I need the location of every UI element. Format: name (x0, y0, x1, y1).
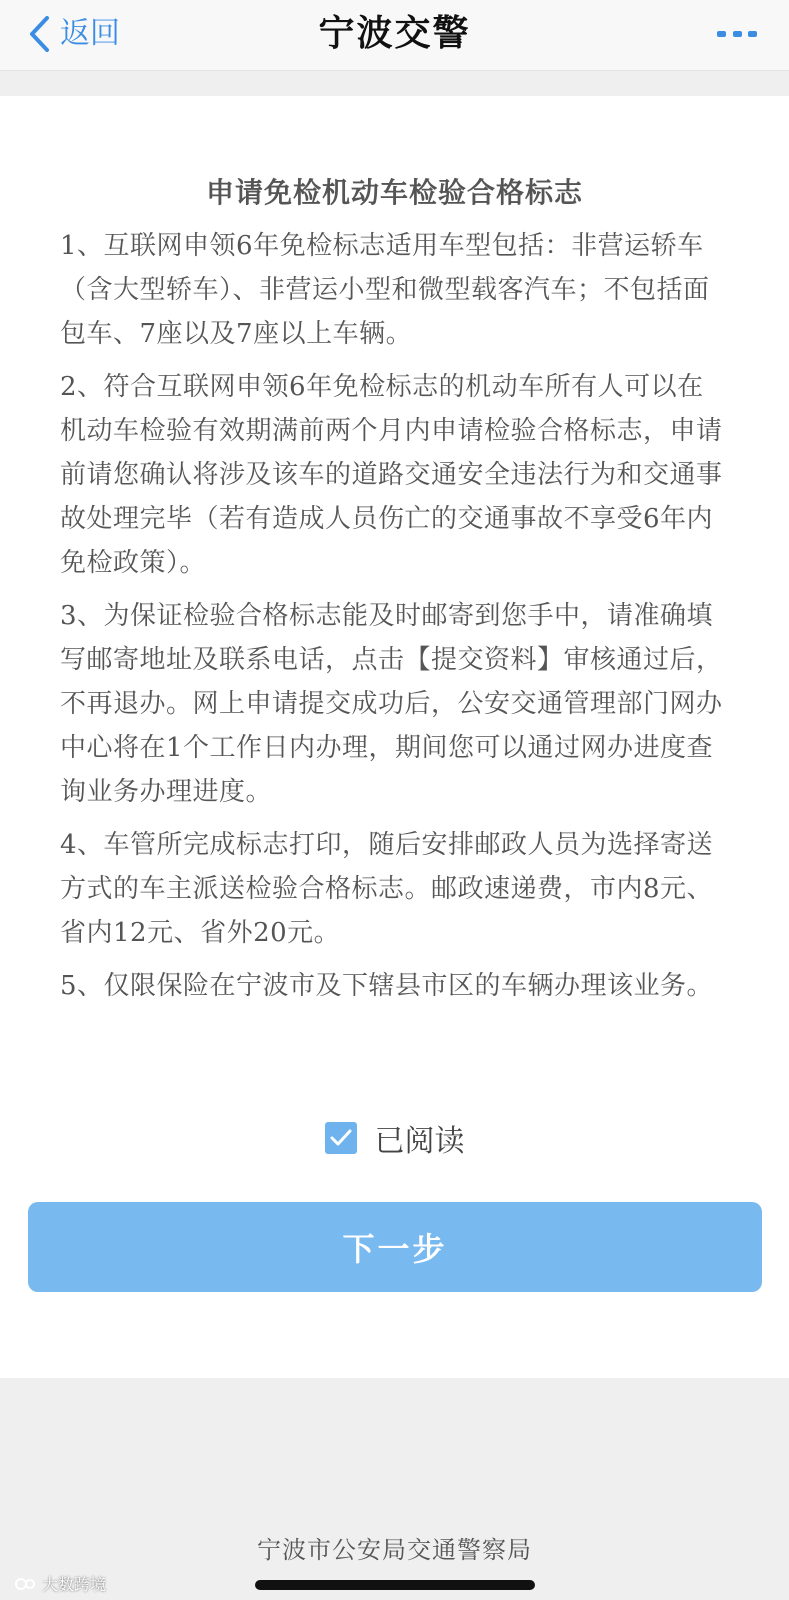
page-title: 宁波交警 (318, 13, 471, 54)
term-item: 1、互联网申领6年免检标志适用车型包括：非营运轿车（含大型轿车）、非营运小型和微型载客汽车；不包括面包车、7座以及7座以上车辆。 (60, 231, 710, 349)
home-indicator[interactable] (255, 1580, 535, 1590)
term-item: 2、符合互联网申领6年免检标志的机动车所有人可以在机动车检验有效期满前两个月内申请检验合格标志，申请前请您确认将涉及该车的道路交通安全违法行为和交通事故处理完毕（若有造成人员伤亡的交通事故不享受6年内免检政策）。 (60, 372, 723, 578)
term-item: 5、仅限保险在宁波市及下辖县市区的车辆办理该业务。 (60, 971, 714, 1001)
watermark (14, 1572, 106, 1595)
navigation-bar (0, 0, 789, 70)
back-label: 返回 (60, 16, 120, 51)
footer-organization: 宁波市公安局交通警察局 (257, 1536, 532, 1564)
content-card (0, 96, 789, 1378)
bottom-background (0, 1378, 789, 1600)
notice-heading: 申请免检机动车检验合格标志 (205, 176, 583, 209)
agree-label: 已阅读 (374, 1124, 465, 1159)
read-agreement-checkbox[interactable] (0, 1114, 789, 1162)
next-step-label: 下一步 (342, 1230, 448, 1268)
checkmark-icon[interactable] (325, 1122, 357, 1154)
nav-divider (0, 70, 789, 96)
watermark-logo-icon (14, 1576, 36, 1592)
watermark-text: 大数跨境 (42, 1575, 107, 1594)
next-step-button[interactable] (28, 1202, 762, 1292)
term-item: 3、为保证检验合格标志能及时邮寄到您手中，请准确填写邮寄地址及联系电话，点击【提交资料】审核通过后，不再退办。网上申请提交成功后，公安交通管理部门网办中心将在1个工作日内办理，期间您可以通过网办进度查询业务办理进度。 (60, 601, 723, 807)
terms-list (60, 224, 730, 1017)
term-item: 4、车管所完成标志打印，随后安排邮政人员为选择寄送方式的车主派送检验合格标志。邮政速递费，市内8元、省内12元、省外20元。 (60, 830, 714, 948)
more-dots-icon[interactable] (717, 22, 757, 46)
